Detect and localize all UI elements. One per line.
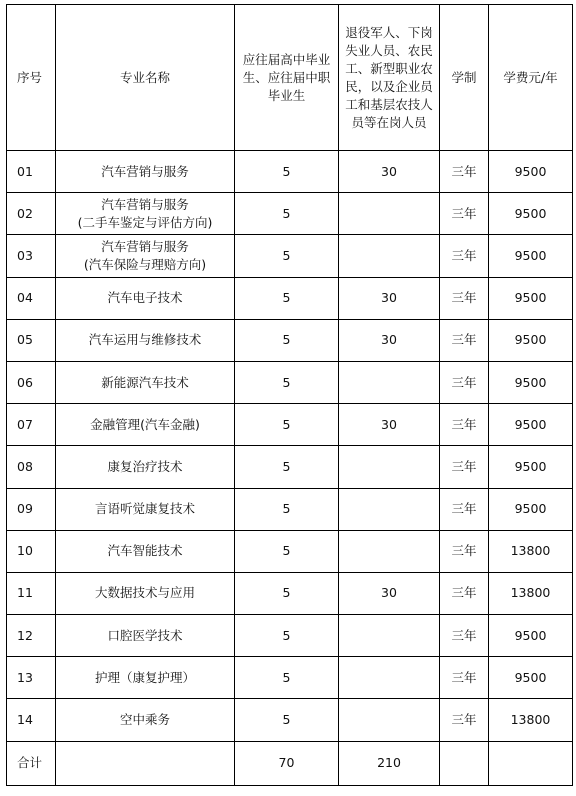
row-fee: 9500 bbox=[489, 446, 573, 488]
row-others: 30 bbox=[339, 151, 440, 193]
row-index: 08 bbox=[7, 446, 56, 488]
table-row bbox=[7, 361, 573, 403]
total-graduates: 70 bbox=[235, 741, 339, 785]
major-name-line1: 大数据技术与应用 bbox=[94, 585, 195, 601]
row-others bbox=[339, 193, 440, 235]
row-fee: 9500 bbox=[489, 235, 573, 277]
row-graduates: 5 bbox=[235, 235, 339, 277]
row-fee: 9500 bbox=[489, 488, 573, 530]
total-others: 210 bbox=[339, 741, 440, 785]
row-major-name bbox=[56, 446, 235, 488]
row-duration: 三年 bbox=[440, 530, 489, 572]
table-row bbox=[7, 699, 573, 741]
row-others bbox=[339, 446, 440, 488]
header-index: 序号 bbox=[7, 5, 56, 151]
row-others bbox=[339, 361, 440, 403]
row-others bbox=[339, 530, 440, 572]
row-fee: 13800 bbox=[489, 699, 573, 741]
table-row bbox=[7, 572, 573, 614]
table-row bbox=[7, 235, 573, 277]
major-name-line1: 空中乘务 bbox=[119, 712, 170, 728]
row-others: 30 bbox=[339, 277, 440, 319]
row-major-name bbox=[56, 615, 235, 657]
total-row bbox=[7, 741, 573, 785]
row-graduates: 5 bbox=[235, 193, 339, 235]
header-duration: 学制 bbox=[440, 5, 489, 151]
row-duration: 三年 bbox=[440, 657, 489, 699]
row-major-name bbox=[56, 488, 235, 530]
row-graduates: 5 bbox=[235, 530, 339, 572]
major-name-line1: 汽车电子技术 bbox=[107, 290, 183, 306]
row-duration: 三年 bbox=[440, 361, 489, 403]
major-name-line1: 汽车营销与服务 bbox=[101, 238, 189, 254]
total-major-cell bbox=[56, 741, 235, 785]
row-others bbox=[339, 488, 440, 530]
row-duration: 三年 bbox=[440, 193, 489, 235]
table-row bbox=[7, 404, 573, 446]
row-index: 01 bbox=[7, 151, 56, 193]
row-major-name bbox=[56, 572, 235, 614]
major-name-line1: 康复治疗技术 bbox=[107, 458, 183, 474]
row-index: 05 bbox=[7, 319, 56, 361]
table-row bbox=[7, 488, 573, 530]
row-graduates: 5 bbox=[235, 657, 339, 699]
row-index: 09 bbox=[7, 488, 56, 530]
row-index: 10 bbox=[7, 530, 56, 572]
row-index: 12 bbox=[7, 615, 56, 657]
row-major-name bbox=[56, 361, 235, 403]
row-duration: 三年 bbox=[440, 151, 489, 193]
row-others bbox=[339, 657, 440, 699]
row-fee: 13800 bbox=[489, 572, 573, 614]
row-major-name bbox=[56, 404, 235, 446]
row-graduates: 5 bbox=[235, 572, 339, 614]
row-major-name bbox=[56, 319, 235, 361]
row-major-name bbox=[56, 699, 235, 741]
table-row bbox=[7, 446, 573, 488]
header-graduates: 应往届高中毕业生、应往届中职毕业生 bbox=[235, 5, 339, 151]
row-duration: 三年 bbox=[440, 488, 489, 530]
row-others bbox=[339, 699, 440, 741]
major-name-line1: 汽车营销与服务 bbox=[101, 196, 189, 212]
major-name-line1: 汽车智能技术 bbox=[107, 543, 183, 559]
row-others: 30 bbox=[339, 319, 440, 361]
row-fee: 9500 bbox=[489, 277, 573, 319]
row-fee: 9500 bbox=[489, 361, 573, 403]
row-graduates: 5 bbox=[235, 699, 339, 741]
major-name-line1: 金融管理(汽车金融) bbox=[90, 416, 200, 432]
row-graduates: 5 bbox=[235, 151, 339, 193]
row-fee: 9500 bbox=[489, 319, 573, 361]
row-duration: 三年 bbox=[440, 615, 489, 657]
row-major-name bbox=[56, 151, 235, 193]
row-major-name bbox=[56, 235, 235, 277]
total-label: 合计 bbox=[7, 741, 56, 785]
row-duration: 三年 bbox=[440, 572, 489, 614]
total-duration-cell bbox=[440, 741, 489, 785]
row-index: 02 bbox=[7, 193, 56, 235]
row-index: 11 bbox=[7, 572, 56, 614]
table-row bbox=[7, 151, 573, 193]
row-duration: 三年 bbox=[440, 235, 489, 277]
header-fee: 学费元/年 bbox=[489, 5, 573, 151]
row-fee: 13800 bbox=[489, 530, 573, 572]
row-graduates: 5 bbox=[235, 319, 339, 361]
row-graduates: 5 bbox=[235, 277, 339, 319]
row-graduates: 5 bbox=[235, 615, 339, 657]
major-name-line2: (二手车鉴定与评估方向) bbox=[77, 214, 213, 230]
major-name-line1: 汽车营销与服务 bbox=[101, 163, 189, 179]
row-major-name bbox=[56, 657, 235, 699]
row-fee: 9500 bbox=[489, 151, 573, 193]
row-duration: 三年 bbox=[440, 404, 489, 446]
total-fee-cell bbox=[489, 741, 573, 785]
table-row bbox=[7, 193, 573, 235]
table-row bbox=[7, 530, 573, 572]
major-name-line2: (汽车保险与理赔方向) bbox=[83, 256, 207, 272]
row-graduates: 5 bbox=[235, 404, 339, 446]
row-major-name bbox=[56, 277, 235, 319]
row-fee: 9500 bbox=[489, 404, 573, 446]
row-major-name bbox=[56, 193, 235, 235]
row-major-name bbox=[56, 530, 235, 572]
major-name-line1: 口腔医学技术 bbox=[107, 627, 183, 643]
major-name-line1: 言语听觉康复技术 bbox=[94, 501, 195, 517]
row-duration: 三年 bbox=[440, 319, 489, 361]
major-name-line1: 新能源汽车技术 bbox=[101, 374, 189, 390]
row-graduates: 5 bbox=[235, 446, 339, 488]
table-row bbox=[7, 277, 573, 319]
row-fee: 9500 bbox=[489, 657, 573, 699]
row-duration: 三年 bbox=[440, 446, 489, 488]
row-index: 07 bbox=[7, 404, 56, 446]
row-graduates: 5 bbox=[235, 361, 339, 403]
row-fee: 9500 bbox=[489, 615, 573, 657]
row-fee: 9500 bbox=[489, 193, 573, 235]
row-index: 04 bbox=[7, 277, 56, 319]
row-index: 03 bbox=[7, 235, 56, 277]
header-others: 退役军人、下岗失业人员、农民工、新型职业农民，以及企业员工和基层农技人员等在岗人员 bbox=[339, 5, 440, 151]
row-index: 14 bbox=[7, 699, 56, 741]
row-others: 30 bbox=[339, 404, 440, 446]
header-major: 专业名称 bbox=[56, 5, 235, 151]
row-others: 30 bbox=[339, 572, 440, 614]
row-others bbox=[339, 615, 440, 657]
table-row bbox=[7, 657, 573, 699]
major-name-line1: 汽车运用与维修技术 bbox=[88, 332, 202, 348]
row-index: 13 bbox=[7, 657, 56, 699]
table-row bbox=[7, 615, 573, 657]
enrollment-table bbox=[6, 4, 573, 786]
table-row bbox=[7, 319, 573, 361]
header-row bbox=[7, 5, 573, 151]
row-duration: 三年 bbox=[440, 277, 489, 319]
major-name-line1: 护理（康复护理） bbox=[94, 669, 195, 685]
row-others bbox=[339, 235, 440, 277]
table-body bbox=[7, 151, 573, 742]
row-index: 06 bbox=[7, 361, 56, 403]
row-graduates: 5 bbox=[235, 488, 339, 530]
row-duration: 三年 bbox=[440, 699, 489, 741]
